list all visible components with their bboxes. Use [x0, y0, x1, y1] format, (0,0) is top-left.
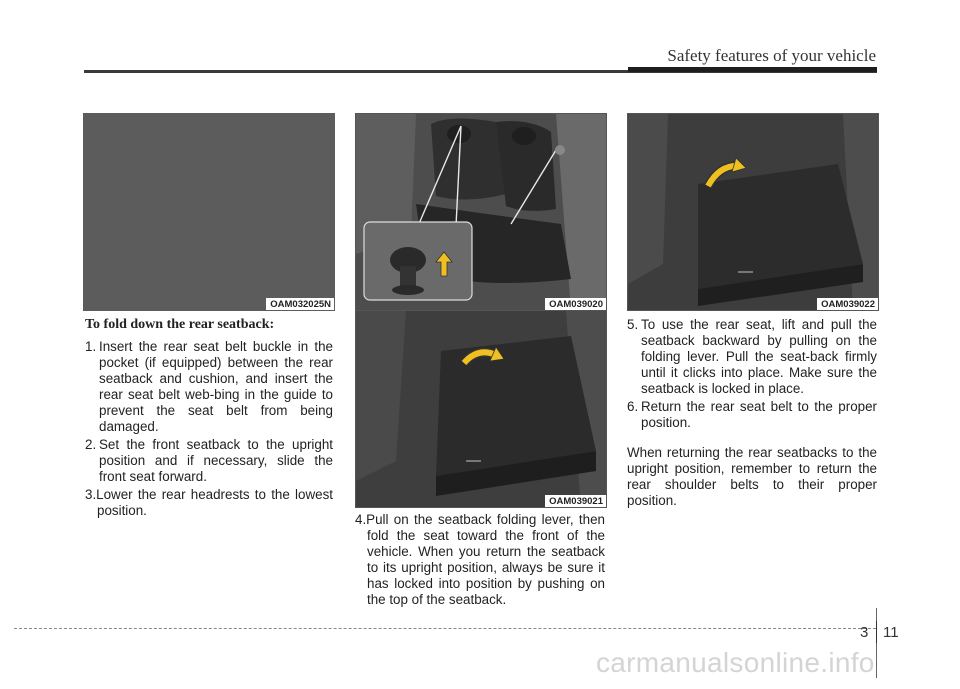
note-paragraph: When returning the rear seatbacks to the upright position, remember to return the rear shoulder belts to their proper position. [627, 445, 877, 508]
footer-crop-mark [876, 608, 877, 678]
page-number: 11 [883, 624, 899, 641]
step-text: Return the rear seat belt to the proper position. [641, 399, 877, 430]
figure-seatback-folded-image [355, 310, 607, 508]
column-left [85, 317, 333, 521]
figure-code: OAM032025N [266, 298, 334, 310]
step-3: 3.Lower the rear headrests to the lowest position. [85, 487, 333, 518]
step-4: 4.Pull on the seatback folding lever, then fold the seat toward the front of the vehicle. When you return the seatback to its upright position, always be sure it has locked into position by pushing on the top of the seatback. [355, 512, 605, 607]
figure-code: OAM039021 [545, 495, 606, 507]
figure-code: OAM039022 [817, 298, 878, 310]
column-right [627, 317, 877, 511]
figure-code: OAM039020 [545, 298, 606, 310]
rear-seat-illustration [356, 114, 606, 310]
step-text: Set the front seatback to the upright position and if necessary, slide the front seat forward. [99, 437, 333, 484]
step-text: To use the rear seat, lift and pull the seatback backward by pulling on the folding lever. Pull the seat-back firmly until it clicks into place. Make sure the seatback is locked in place. [641, 317, 877, 396]
folded-seatback-illustration [356, 311, 606, 507]
page-number-divider [876, 621, 877, 643]
step-number: 1. [85, 339, 97, 354]
step-2 [85, 437, 333, 485]
step-number: 5. [627, 317, 639, 332]
step-text: Insert the rear seat belt buckle in the pocket (if equipped) between the rear seatback and cushion, and insert the rear seat belt web-bing in the guide to prevent the seat belt from being damaged. [99, 339, 333, 434]
step-6 [627, 399, 877, 431]
step-5 [627, 317, 877, 397]
seatback-return-illustration [628, 114, 878, 310]
chapter-number: 3 [860, 624, 869, 641]
footer-rule [14, 628, 876, 629]
header-rule-accent [628, 67, 877, 72]
figure-seatback-return-image [627, 113, 879, 311]
step-number: 6. [627, 399, 639, 414]
column-middle [355, 512, 605, 610]
step-number: 2. [85, 437, 97, 452]
figure-rear-seat-headrest-image [355, 113, 607, 311]
section-heading: To fold down the rear seatback: [85, 317, 275, 332]
step-1 [85, 339, 333, 435]
figure-placeholder-image [83, 113, 335, 311]
page-header-title: Safety features of your vehicle [667, 46, 876, 65]
watermark: carmanualsonline.info [596, 647, 875, 678]
